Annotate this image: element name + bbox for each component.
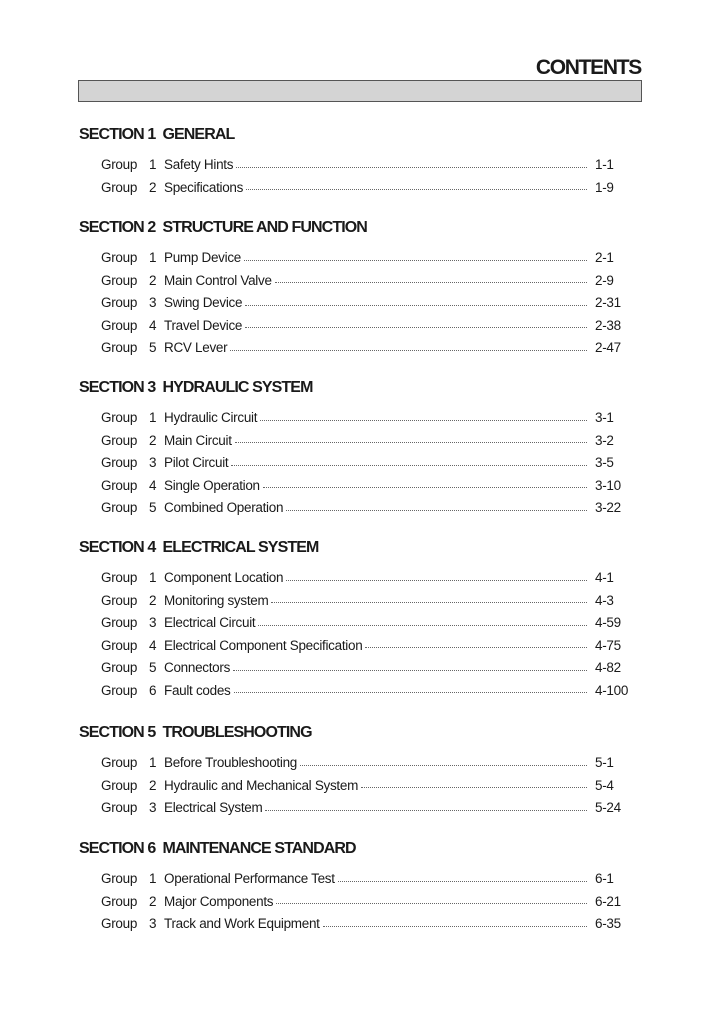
page-number: 2-47 bbox=[595, 340, 621, 355]
entry-title: Swing Device bbox=[164, 295, 243, 310]
page-number: 4-1 bbox=[595, 570, 614, 585]
toc-entry[interactable] bbox=[79, 315, 639, 338]
page-number: 1-1 bbox=[595, 157, 614, 172]
toc-entry[interactable] bbox=[79, 868, 639, 891]
entry-title: Hydraulic Circuit bbox=[164, 410, 258, 425]
group-number: 3 bbox=[149, 916, 157, 931]
group-number: 1 bbox=[149, 570, 157, 585]
page-number: 1-9 bbox=[595, 179, 614, 195]
toc-entry[interactable] bbox=[79, 177, 639, 200]
group-word: Group bbox=[101, 477, 138, 493]
header-bar bbox=[78, 80, 642, 102]
entry-title: Hydraulic and Mechanical System bbox=[164, 777, 359, 793]
page-number: 4-3 bbox=[595, 592, 614, 608]
group-number: 5 bbox=[149, 660, 157, 675]
page-number: 4-82 bbox=[595, 660, 621, 675]
section-heading: SECTION 3 HYDRAULIC SYSTEM bbox=[79, 379, 313, 396]
toc-entry[interactable] bbox=[79, 292, 639, 315]
dot-leader bbox=[286, 580, 587, 581]
group-word: Group bbox=[101, 157, 138, 172]
dot-leader bbox=[323, 926, 587, 927]
dot-leader bbox=[234, 692, 588, 693]
toc-entry[interactable] bbox=[79, 154, 639, 177]
group-number: 3 bbox=[149, 800, 157, 815]
group-word: Group bbox=[101, 179, 138, 195]
toc-entry[interactable] bbox=[79, 775, 639, 798]
page-number: 3-1 bbox=[595, 410, 614, 425]
dot-leader bbox=[300, 765, 587, 766]
dot-leader bbox=[236, 167, 587, 168]
toc-entry[interactable] bbox=[79, 407, 639, 430]
entry-title: Operational Performance Test bbox=[164, 871, 335, 886]
toc-entry[interactable] bbox=[79, 752, 639, 775]
entry-title: Travel Device bbox=[164, 317, 243, 333]
toc-entry[interactable] bbox=[79, 337, 639, 360]
section-heading: SECTION 5 TROUBLESHOOTING bbox=[79, 724, 312, 741]
page-number: 2-38 bbox=[595, 317, 621, 333]
entry-title: Monitoring system bbox=[164, 592, 269, 608]
toc-entry[interactable] bbox=[79, 590, 639, 613]
dot-leader bbox=[361, 787, 587, 788]
group-number: 3 bbox=[149, 455, 157, 470]
entry-title: Pilot Circuit bbox=[164, 455, 229, 470]
group-word: Group bbox=[101, 340, 138, 355]
group-number: 2 bbox=[149, 777, 157, 793]
page-number: 3-2 bbox=[595, 432, 614, 448]
group-word: Group bbox=[101, 570, 138, 585]
toc-entry[interactable] bbox=[79, 567, 639, 590]
group-number: 2 bbox=[149, 272, 157, 288]
entry-title: Main Control Valve bbox=[164, 272, 272, 288]
toc-entry[interactable] bbox=[79, 270, 639, 293]
entry-title: Before Troubleshooting bbox=[164, 755, 297, 770]
entry-title: Main Circuit bbox=[164, 432, 232, 448]
entry-title: Track and Work Equipment bbox=[164, 916, 320, 931]
toc-entry[interactable] bbox=[79, 913, 639, 936]
toc-entry[interactable] bbox=[79, 497, 639, 520]
group-word: Group bbox=[101, 592, 138, 608]
dot-leader bbox=[258, 625, 587, 626]
group-word: Group bbox=[101, 637, 138, 653]
entry-title: Pump Device bbox=[164, 250, 241, 265]
toc-section bbox=[79, 125, 639, 199]
dot-leader bbox=[276, 903, 587, 904]
entry-title: Major Components bbox=[164, 893, 274, 909]
toc-section bbox=[79, 538, 639, 702]
group-word: Group bbox=[101, 250, 138, 265]
dot-leader bbox=[245, 327, 587, 328]
page-number: 4-100 bbox=[595, 682, 629, 698]
group-word: Group bbox=[101, 500, 138, 515]
section-heading: SECTION 2 STRUCTURE AND FUNCTION bbox=[79, 219, 367, 236]
group-number: 5 bbox=[149, 500, 157, 515]
toc-entry[interactable] bbox=[79, 635, 639, 658]
group-number: 3 bbox=[149, 615, 157, 630]
toc-entry[interactable] bbox=[79, 430, 639, 453]
page-number: 6-21 bbox=[595, 893, 621, 909]
page-number: 6-1 bbox=[595, 871, 614, 886]
toc-section bbox=[79, 723, 639, 820]
page-number: 2-31 bbox=[595, 295, 621, 310]
toc-entry[interactable] bbox=[79, 680, 639, 703]
page-number: 5-4 bbox=[595, 777, 614, 793]
group-number: 2 bbox=[149, 179, 157, 195]
dot-leader bbox=[235, 442, 587, 443]
group-number: 1 bbox=[149, 250, 157, 265]
group-number: 3 bbox=[149, 295, 157, 310]
entry-title: Specifications bbox=[164, 179, 244, 195]
entry-title: Fault codes bbox=[164, 682, 231, 698]
page-number: 3-10 bbox=[595, 477, 621, 493]
toc-entry[interactable] bbox=[79, 891, 639, 914]
section-heading: SECTION 4 ELECTRICAL SYSTEM bbox=[79, 539, 319, 556]
dot-leader bbox=[246, 189, 587, 190]
entry-title: RCV Lever bbox=[164, 340, 228, 355]
dot-leader bbox=[286, 510, 587, 511]
toc-entry[interactable] bbox=[79, 475, 639, 498]
group-word: Group bbox=[101, 871, 138, 886]
entry-title: Component Location bbox=[164, 570, 284, 585]
dot-leader bbox=[265, 810, 587, 811]
group-number: 1 bbox=[149, 157, 157, 172]
page-number: 2-1 bbox=[595, 250, 614, 265]
toc-section bbox=[79, 218, 639, 360]
dot-leader bbox=[245, 305, 587, 306]
entry-title: Safety Hints bbox=[164, 157, 234, 172]
dot-leader bbox=[230, 350, 587, 351]
group-number: 1 bbox=[149, 755, 157, 770]
page-number: 5-1 bbox=[595, 755, 614, 770]
group-number: 2 bbox=[149, 893, 157, 909]
toc-entry[interactable] bbox=[79, 452, 639, 475]
entry-title: Electrical System bbox=[164, 800, 263, 815]
group-word: Group bbox=[101, 777, 138, 793]
dot-leader bbox=[275, 282, 587, 283]
toc-entry[interactable] bbox=[79, 657, 639, 680]
dot-leader bbox=[263, 487, 587, 488]
group-number: 5 bbox=[149, 340, 157, 355]
group-number: 4 bbox=[149, 637, 157, 653]
dot-leader bbox=[260, 420, 587, 421]
entry-title: Electrical Circuit bbox=[164, 615, 256, 630]
group-number: 2 bbox=[149, 432, 157, 448]
group-number: 4 bbox=[149, 317, 157, 333]
group-word: Group bbox=[101, 432, 138, 448]
group-number: 4 bbox=[149, 477, 157, 493]
group-word: Group bbox=[101, 682, 138, 698]
group-word: Group bbox=[101, 893, 138, 909]
toc-entry[interactable] bbox=[79, 247, 639, 270]
page-number: 3-22 bbox=[595, 500, 621, 515]
dot-leader bbox=[244, 260, 587, 261]
group-word: Group bbox=[101, 800, 138, 815]
group-word: Group bbox=[101, 660, 138, 675]
group-word: Group bbox=[101, 272, 138, 288]
group-word: Group bbox=[101, 615, 138, 630]
dot-leader bbox=[365, 647, 587, 648]
group-word: Group bbox=[101, 755, 138, 770]
group-word: Group bbox=[101, 317, 138, 333]
section-heading: SECTION 1 GENERAL bbox=[79, 126, 235, 143]
group-number: 2 bbox=[149, 592, 157, 608]
toc-section bbox=[79, 839, 639, 936]
toc-section bbox=[79, 378, 639, 520]
page-number: 3-5 bbox=[595, 455, 614, 470]
entry-title: Connectors bbox=[164, 660, 231, 675]
entry-title: Single Operation bbox=[164, 477, 260, 493]
entry-title: Electrical Component Specification bbox=[164, 637, 363, 653]
dot-leader bbox=[231, 465, 587, 466]
page-number: 4-59 bbox=[595, 615, 621, 630]
group-number: 1 bbox=[149, 410, 157, 425]
page-number: 5-24 bbox=[595, 800, 621, 815]
page-number: 6-35 bbox=[595, 916, 621, 931]
entry-title: Combined Operation bbox=[164, 500, 284, 515]
group-word: Group bbox=[101, 455, 138, 470]
group-word: Group bbox=[101, 295, 138, 310]
dot-leader bbox=[233, 670, 587, 671]
toc-entry[interactable] bbox=[79, 797, 639, 820]
page-number: 2-9 bbox=[595, 272, 614, 288]
dot-leader bbox=[338, 881, 587, 882]
toc-entry[interactable] bbox=[79, 612, 639, 635]
group-word: Group bbox=[101, 916, 138, 931]
group-word: Group bbox=[101, 410, 138, 425]
group-number: 1 bbox=[149, 871, 157, 886]
page-number: 4-75 bbox=[595, 637, 621, 653]
page-title: CONTENTS bbox=[535, 56, 641, 79]
dot-leader bbox=[271, 602, 587, 603]
section-heading: SECTION 6 MAINTENANCE STANDARD bbox=[79, 840, 356, 857]
group-number: 6 bbox=[149, 682, 157, 698]
